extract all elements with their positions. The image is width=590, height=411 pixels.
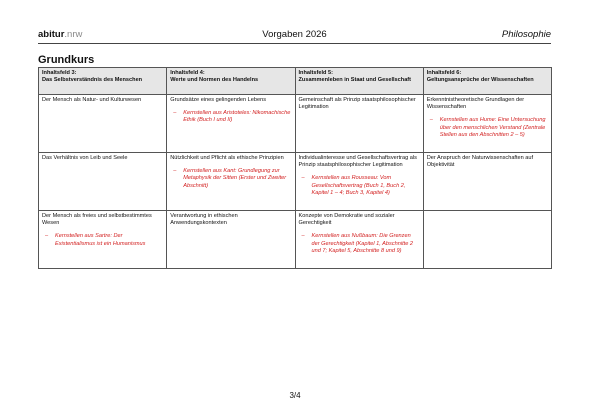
cell-text: Konzepte von Demokratie und sozialer Gerechtigkeit (298, 213, 395, 227)
column-header-subtitle: Das Selbstverständnis des Menschen (42, 77, 143, 84)
cell-note-text: Kernstellen aus Rousseau: Vom Gesellschaftsvertrag (Buch 1, Buch 2, Kapitel 1 – 4; Buch 3, Kapitel 4) (311, 175, 406, 196)
bullet-dash: – (45, 233, 49, 240)
cell-note (42, 233, 163, 247)
bullet-dash: – (173, 110, 177, 117)
cell-note-text: Kernstellen aus Sartre: Der Existentialismus ist ein Humanismus (55, 233, 146, 247)
table-cell (167, 95, 295, 153)
table-cell (167, 211, 295, 269)
bullet-dash: – (301, 233, 305, 240)
cell-note (299, 175, 420, 197)
table-header-row (39, 68, 552, 95)
column-header-subtitle: Werte und Normen des Handelns (170, 77, 259, 84)
column-header-subtitle: Geltungsansprüche der Wissenschaften (426, 77, 534, 84)
cell-text: Gemeinschaft als Prinzip staatsphilosophischer Legitimation (298, 97, 416, 111)
section-title: Grundkurs (38, 54, 95, 66)
table-cell (295, 153, 423, 211)
cell-text: Der Mensch als freies und selbstbestimmtes Wesen (42, 213, 152, 227)
table-row (39, 95, 552, 153)
column-header (39, 68, 167, 95)
column-header (295, 68, 423, 95)
table-cell (423, 95, 551, 153)
table-row (39, 211, 552, 269)
bullet-dash: – (173, 168, 177, 175)
cell-note (299, 233, 420, 255)
table-cell (423, 153, 551, 211)
cell-note-text: Kernstellen aus Hume: Eine Untersuchung über den menschlichen Verstand (Zentrale Stellen aus den Abschnitten 2 – 5) (439, 117, 546, 138)
brand-name: abitur (38, 29, 65, 40)
table-cell (39, 153, 167, 211)
cell-note-text: Kernstellen aus Aristoteles: Nikomachische Ethik (Buch I und II) (183, 110, 291, 124)
cell-text: Nützlichkeit und Pflicht als ethische Prinzipien (170, 155, 284, 161)
cell-text: Verantwortung in ethischen Anwendungskontexten (170, 213, 238, 227)
column-header-title: Inhaltsfeld 6: (426, 70, 462, 76)
cell-note (170, 168, 291, 190)
table-row (39, 153, 552, 211)
table-cell (39, 95, 167, 153)
brand-suffix: .nrw (64, 29, 83, 40)
bullet-dash: – (429, 117, 433, 124)
table-cell (295, 211, 423, 269)
cell-text: Das Verhältnis von Leib und Seele (42, 155, 128, 161)
cell-text: Der Anspruch der Naturwissenschaften auf Objektivität (426, 155, 534, 169)
content-table (38, 67, 552, 269)
table-cell (423, 211, 551, 269)
table-cell (167, 153, 295, 211)
cell-note-text: Kernstellen aus Kant: Grundlegung zur Metaphysik der Sitten (Erster und Zweiter Abschnitt) (183, 168, 287, 189)
column-header (167, 68, 295, 95)
table-cell (39, 211, 167, 269)
cell-note (170, 110, 291, 124)
subject-label: Philosophie (501, 29, 551, 40)
cell-note (427, 117, 548, 139)
page-number: 3/4 (289, 391, 301, 400)
column-header-title: Inhaltsfeld 5: (298, 70, 333, 76)
column-header-title: Inhaltsfeld 4: (170, 70, 205, 76)
bullet-dash: – (301, 175, 305, 182)
column-header-subtitle: Zusammenleben in Staat und Gesellschaft (298, 77, 412, 84)
cell-note-text: Kernstellen aus Nußbaum: Die Grenzen der Gerechtigkeit (Kapitel 1, Abschnitte 2 und 7; Kapitel 5, Abschnitte 8 und 9) (311, 233, 413, 254)
cell-text: Grundsätze eines gelingenden Lebens (170, 97, 267, 103)
cell-text: Erkenntnistheoretische Grundlagen der Wissenschaften (426, 97, 525, 111)
cell-text: Der Mensch als Natur- und Kulturwesen (42, 97, 142, 103)
cell-text: Individualinteresse und Gesellschaftsvertrag als Prinzip staatsphilosophischer Legitimation (298, 155, 417, 169)
document-title: Vorgaben 2026 (262, 29, 327, 40)
column-header (423, 68, 551, 95)
table-cell (295, 95, 423, 153)
page-header (38, 29, 551, 44)
column-header-title: Inhaltsfeld 3: (42, 70, 77, 76)
